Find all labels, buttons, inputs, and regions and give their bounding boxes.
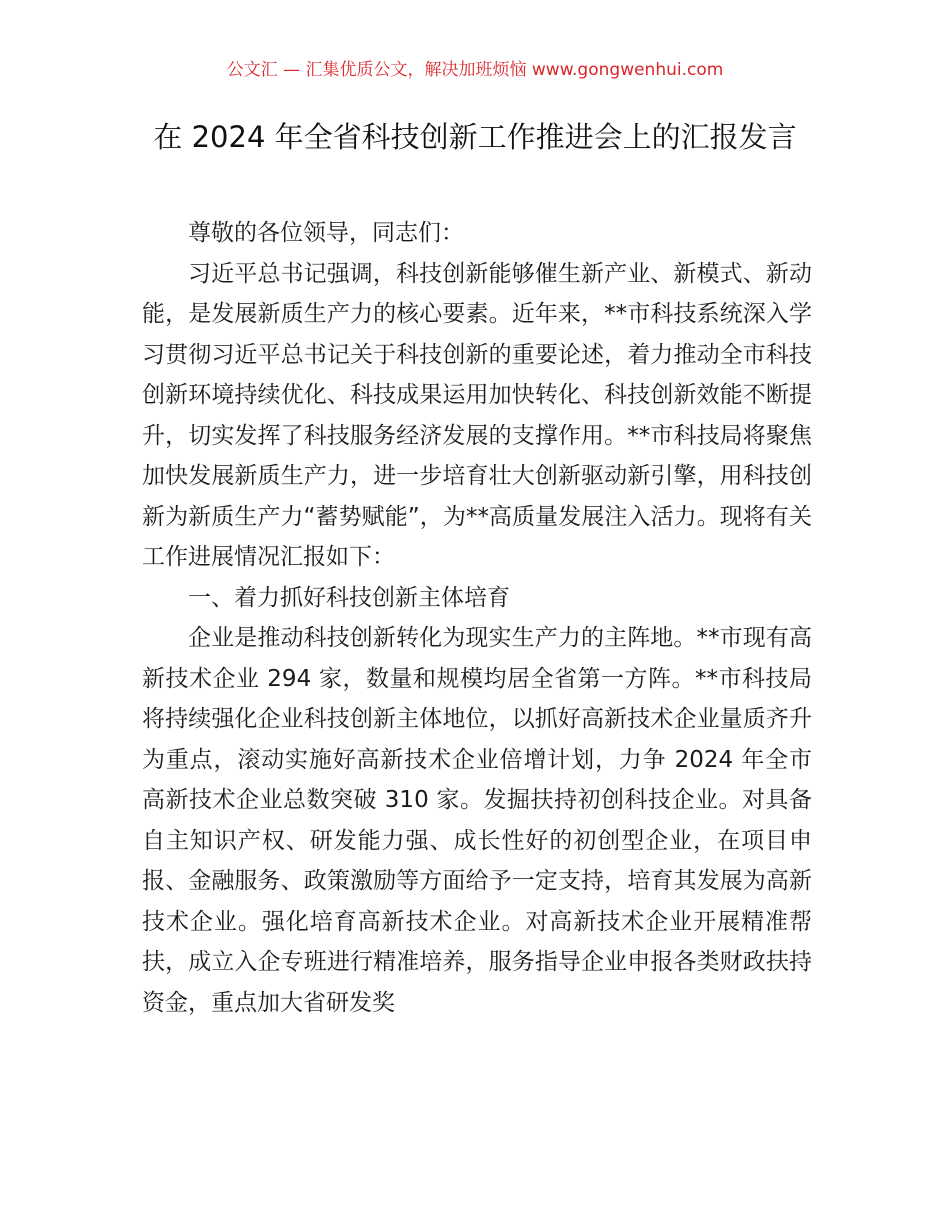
site-banner: 公文汇 — 汇集优质公文，解决加班烦恼 www.gongwenhui.com (226, 60, 724, 80)
document-body (142, 213, 812, 1023)
paragraph: 企业是推动科技创新转化为现实生产力的主阵地。**市现有高新技术企业 294 家，数量和规模均居全省第一方阵。**市科技局将持续强化企业科技创新主体地位，以抓好高新技术企业量质齐升为重点，滚动实施好高新技术企业倍增计划，力争 2024 年全市高新技术企业总数突破 310 家。发掘扶持初创科技企业。对具备自主知识产权、研发能力强、成长性好的初创型企业，在项目申报、金融服务、政策激励等方面给予一定支持，培育其发展为高新技术企业。强化培育高新技术企业。对高新技术企业开展精准帮扶，成立入企专班进行精准培养，服务指导企业申报各类财政扶持资金，重点加大省研发奖 (142, 625, 812, 1016)
salutation: 尊敬的各位领导，同志们： (188, 220, 464, 246)
section-heading: 一、着力抓好科技创新主体培育 (188, 584, 510, 611)
paragraph: 习近平总书记强调，科技创新能够催生新产业、新模式、新动能，是发展新质生产力的核心要素。近年来，**市科技系统深入学习贯彻习近平总书记关于科技创新的重要论述，着力推动全市科技创新环境持续优化、科技成果运用加快转化、科技创新效能不断提升，切实发挥了科技服务经济发展的支撑作用。**市科技局将聚焦加快发展新质生产力，进一步培育壮大创新驱动新引擎，用科技创新为新质生产力“蓄势赋能”，为**高质量发展注入活力。现将有关工作进展情况汇报如下： (142, 260, 812, 570)
document-title: 在 2024 年全省科技创新工作推进会上的汇报发言 (153, 120, 797, 154)
